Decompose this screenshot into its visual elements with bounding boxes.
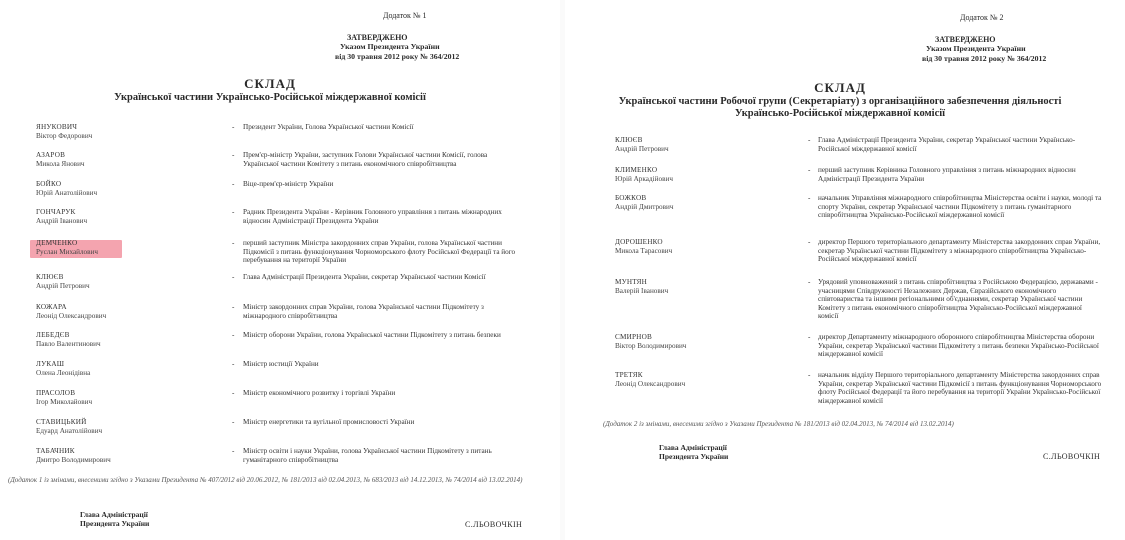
member-surname: ДОРОШЕНКО [615,238,663,246]
dash-separator: - [232,151,235,159]
member-name [36,239,196,256]
dash-separator: - [232,208,235,216]
member-entry [0,331,550,361]
member-entry [565,194,1115,224]
member-given-names: Віктор Володимирович [615,341,687,350]
dash-separator: - [232,273,235,281]
member-entry [565,238,1115,268]
signatory-title-line-1: Глава Адміністрації [80,510,148,519]
member-given-names: Едуард Анатолійович [36,426,103,435]
annex-1-label: Додаток № 1 [383,11,427,20]
member-given-names: Юрій Анатолійович [36,188,98,197]
annex-1-decree-line-2: від 30 травня 2012 року № 364/2012 [335,52,460,61]
member-given-names: Андрій Іванович [36,216,88,225]
member-given-names: Олена Леонідівна [36,368,91,377]
dash-separator: - [232,303,235,311]
member-given-names: Микола Янович [36,159,85,168]
member-given-names: Валерій Іванович [615,286,669,295]
member-position: начальник Управління міжнародного співробітництва Міністерства освіти і науки, молоді та спорту України, секретар Української частини Підкомітету з питань гуманітарного співробітництва Українсько-Російської міждержавної комісії [818,194,1102,220]
member-given-names: Юрій Аркадійович [615,174,673,183]
member-surname: АЗАРОВ [36,151,66,159]
member-name [36,151,196,168]
member-name [36,123,196,140]
member-entry [0,208,550,238]
member-entry [0,389,550,419]
annex-2-decree-line-1: Указом Президента України [926,44,1026,53]
dash-separator: - [808,238,811,246]
member-surname: ЛЕБЕДЄВ [36,331,70,339]
dash-separator: - [232,180,235,188]
annex-1-title-block [105,76,435,104]
dash-separator: - [808,333,811,341]
member-position: перший заступник Міністра закордонних справ України, голова Української частини Підкомісії з питань функціонування Чорноморського флоту Російської Федерації та його перебування на території України [243,239,516,265]
dash-separator: - [808,166,811,174]
member-name [615,371,775,388]
annex-2-amendment-note: (Додаток 2 із змінами, внесеними згідно з Указами Президента № 181/2013 від 02.04.2013, № 74/2014 від 13.02.2014) [603,420,954,428]
member-surname: СМИРНОВ [615,333,652,341]
member-position: Радник Президента України - Керівник Головного управління з питань міжнародних відносин Адміністрації Президента України [243,208,502,225]
signatory-title-line-2: Президента України [80,519,150,528]
member-entry [0,447,550,477]
dash-separator: - [232,447,235,455]
annex-2-decree-line-2: від 30 травня 2012 року № 364/2012 [922,54,1047,63]
member-name [615,333,775,350]
signatory-title-line-2: Президента України [659,452,729,461]
dash-separator: - [808,371,811,379]
member-entry [0,303,550,333]
member-name [36,303,196,320]
member-given-names: Ігор Миколайович [36,397,93,406]
dash-separator: - [232,331,235,339]
annex-1-page [0,0,560,540]
member-position: Віце-прем'єр-міністр України [243,180,334,188]
member-surname: БОЖКОВ [615,194,647,202]
member-name [615,278,775,295]
member-name [615,238,775,255]
member-entry [565,166,1115,196]
annex-1-amendment-note: (Додаток 1 із змінами, внесеними згідно з Указами Президента № 407/2012 від 20.06.2012, № 181/2013 від 02.04.2013, № 683/2013 від 14.12.2013, № 74/2014 від 13.02.2014) [8,476,523,484]
dash-separator: - [808,278,811,286]
member-given-names: Андрій Петрович [36,281,90,290]
member-surname: ЯНУКОВИЧ [36,123,78,131]
member-position: Прем'єр-міністр України, заступник Голови Української частини Комісії, голова Української частини Комітету з питань економічного співробітництва [243,151,488,168]
member-position: Міністр енергетики та вугільної промисловості України [243,418,415,426]
member-entry [0,360,550,390]
member-position: Міністр економічного розвитку і торгівлі України [243,389,396,397]
member-name [36,208,196,225]
member-position: Президент України, Голова Української частини Комісії [243,123,414,131]
annex-1-signatory-name: С.ЛЬОВОЧКІН [465,520,523,529]
signatory-title-line-1: Глава Адміністрації [659,443,727,452]
member-entry [0,151,550,181]
member-position: Міністр закордонних справ України, голова Української частини Підкомітету з міжнародного співробітництва [243,303,484,320]
member-entry [0,123,550,153]
annex-2-title: СКЛАД [814,80,866,95]
member-surname: КЛЮЄВ [615,136,643,144]
annex-1-approved: ЗАТВЕРДЖЕНО [347,33,408,42]
member-surname: ДЕМЧЕНКО [36,239,78,247]
member-entry [0,239,550,269]
annex-2-page [565,0,1125,540]
dash-separator: - [232,123,235,131]
member-name [36,180,196,197]
annex-2-title-block [605,80,1075,120]
member-position: начальник відділу Першого територіального департаменту Міністерства закордонних справ України, секретар Української частини Підкомісії з питань функціонування Чорноморського флоту Російської Федерації та його перебування на території України Українсько-Російської міждержавної комісії [818,371,1102,405]
member-entry [0,418,550,448]
dash-separator: - [232,239,235,247]
annex-2-label: Додаток № 2 [960,13,1004,22]
member-position: перший заступник Керівника Головного управління з питань міжнародних відносин Адміністрації Президента України [818,166,1076,183]
annex-1-title: СКЛАД [244,76,296,91]
member-name [36,389,196,406]
member-given-names: Павло Валентинович [36,339,101,348]
annex-2-signatory-title [659,443,728,461]
member-entry [565,136,1115,166]
member-surname: ТРЕТЯК [615,371,643,379]
annex-2-subtitle-1: Української частини Робочої групи (Секретаріату) з організаційного забезпечення діяльності [618,96,1062,107]
dash-separator: - [232,360,235,368]
member-surname: КОЖАРА [36,303,67,311]
member-surname: СТАВИЦЬКИЙ [36,418,87,426]
member-name [615,194,775,211]
member-surname: ЛУКАШ [36,360,65,368]
member-position: Урядовий уповноважений з питань співробітництва з Російською Федерацією, державами - учасницями Співдружності Незалежних Держав, Євразійського економічного співтовариства та іншими регіональними об'єднаннями, секретар Української частини Комітету з питань економічного співробітництва Українсько-Російської міждержавної комісії [818,278,1098,321]
member-name [36,447,196,464]
member-entry [0,273,550,303]
member-surname: КЛИМЕНКО [615,166,658,174]
member-given-names: Леонід Олександрович [36,311,107,320]
member-name [36,418,196,435]
member-position: Глава Адміністрації Президента України, секретар Української частини Комісії [243,273,486,281]
member-given-names: Микола Тарасович [615,246,673,255]
member-position: директор Департаменту міжнародного оборонного співробітництва Міністерства оборони України, секретар Української частини Підкомітету з питань безпеки Українсько-Російської міждержавної комісії [818,333,1099,359]
dash-separator: - [232,418,235,426]
annex-1-signatory-title [80,510,149,528]
member-name [36,360,196,377]
member-position: директор Першого територіального департаменту Міністерства закордонних справ України, секретар Української частини Підкомітету з міжнародного співробітництва Українсько-Російської міждержавної комісії [818,238,1101,264]
member-name [615,136,775,153]
member-entry [565,333,1115,363]
annex-2-approved: ЗАТВЕРДЖЕНО [935,35,996,44]
dash-separator: - [808,194,811,202]
member-name [36,273,196,290]
member-surname: БОЙКО [36,180,62,188]
member-position: Міністр оборони України, голова Української частини Підкомітету з питань безпеки [243,331,501,339]
member-entry [0,180,550,210]
member-position: Міністр освіти і науки України, голова Української частини Підкомітету з питань гуманітарного співробітництва [243,447,492,464]
member-surname: ГОНЧАРУК [36,208,76,216]
member-surname: КЛЮЄВ [36,273,64,281]
annex-1-decree-line-1: Указом Президента України [340,42,440,51]
annex-1-subtitle: Української частини Українсько-Російської міждержавної комісії [114,92,426,103]
member-position: Глава Адміністрації Президента України, секретар Української частини Українсько-Російської міждержавної комісії [818,136,1076,153]
member-given-names: Андрій Дмитрович [615,202,674,211]
dash-separator: - [808,136,811,144]
member-name [615,166,775,183]
member-entry [565,371,1115,405]
member-given-names: Руслан Михайлович [36,247,99,256]
member-entry [565,278,1115,321]
member-position: Міністр юстиції України [243,360,319,368]
member-given-names: Віктор Федорович [36,131,93,140]
member-given-names: Леонід Олександрович [615,379,686,388]
member-name [36,331,196,348]
annex-2-signatory-name: С.ЛЬОВОЧКІН [1043,452,1101,461]
member-surname: ПРАСОЛОВ [36,389,76,397]
member-surname: ТАБАЧНИК [36,447,75,455]
annex-2-subtitle-2: Українсько-Російської міждержавної комісії [734,108,946,119]
member-surname: МУНТЯН [615,278,647,286]
member-given-names: Дмитро Володимирович [36,455,111,464]
member-given-names: Андрій Петрович [615,144,669,153]
dash-separator: - [232,389,235,397]
